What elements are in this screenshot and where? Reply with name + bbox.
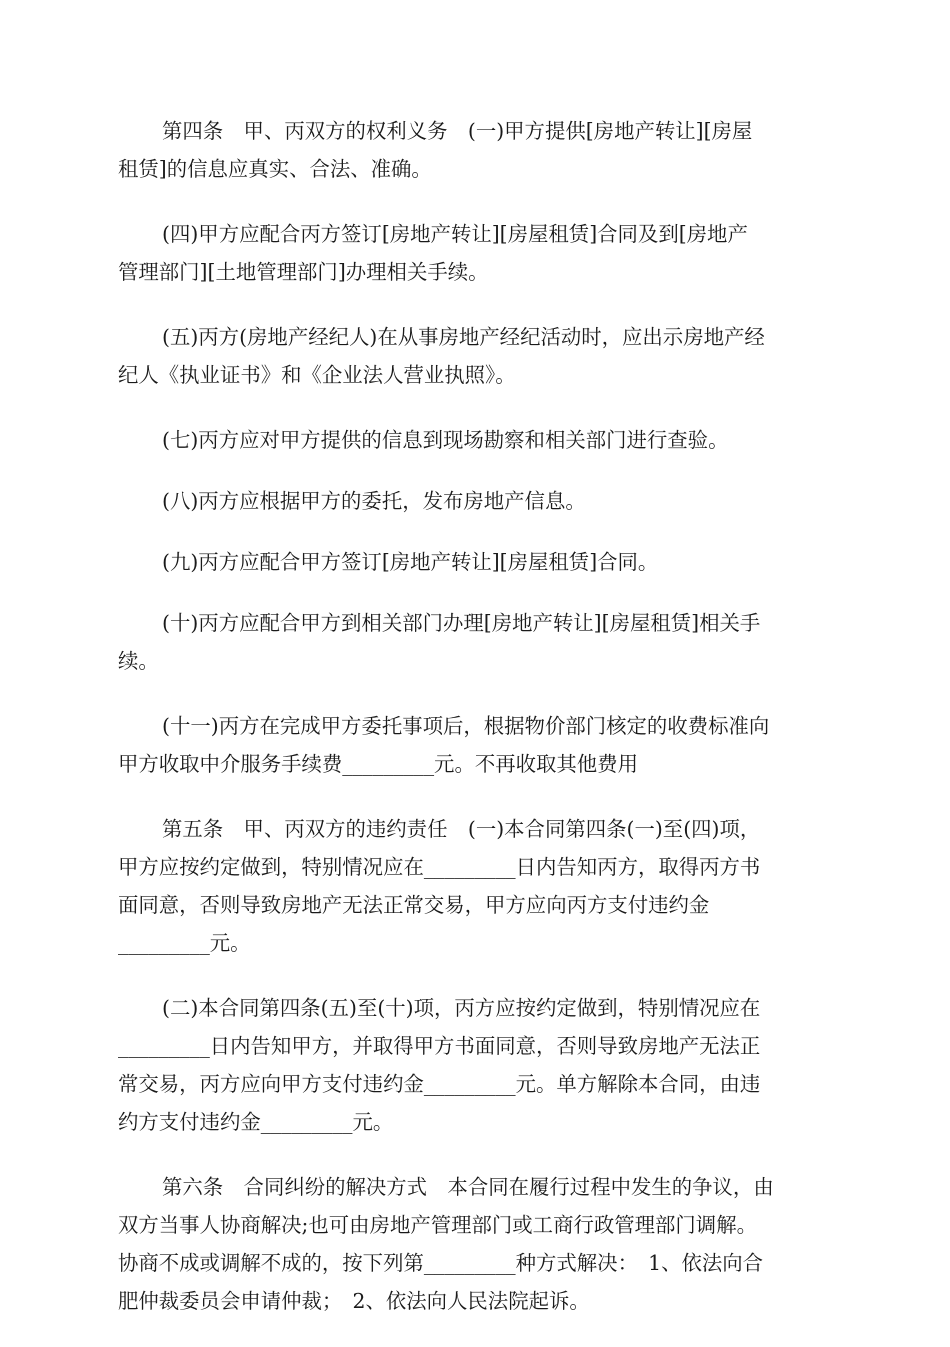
paragraph-line: 约方支付违约金_________元。 bbox=[118, 1110, 394, 1134]
paragraph-line: 双方当事人协商解决;也可由房地产管理部门或工商行政管理部门调解。 bbox=[118, 1213, 757, 1237]
paragraph-line: (四)甲方应配合丙方签订[房地产转让][房屋租赁]合同及到[房地产 bbox=[162, 222, 748, 246]
paragraph-line: 第四条 甲、丙双方的权利义务 (一)甲方提供[房地产转让][房屋 bbox=[162, 119, 753, 143]
paragraph-line: 纪人《执业证书》和《企业法人营业执照》。 bbox=[118, 363, 516, 387]
contract-paragraph-p6 bbox=[118, 543, 834, 581]
contract-paragraph-p9 bbox=[118, 810, 834, 962]
paragraph-line: 协商不成或调解不成的，按下列第_________种方式解决： 1、依法向合 bbox=[118, 1251, 764, 1275]
paragraph-line: 租赁]的信息应真实、合法、准确。 bbox=[118, 157, 432, 181]
paragraph-line: (七)丙方应对甲方提供的信息到现场勘察和相关部门进行查验。 bbox=[162, 428, 729, 452]
paragraph-line: 肥仲裁委员会申请仲裁； 2、依法向人民法院起诉。 bbox=[118, 1289, 590, 1313]
contract-paragraph-p2 bbox=[118, 215, 834, 291]
contract-page bbox=[118, 112, 834, 1347]
paragraph-line: 常交易，丙方应向甲方支付违约金_________元。单方解除本合同，由违 bbox=[118, 1072, 761, 1096]
paragraph-line: 续。 bbox=[118, 649, 159, 673]
paragraph-line: _________元。 bbox=[118, 931, 251, 955]
paragraph-line: (九)丙方应配合甲方签订[房地产转让][房屋租赁]合同。 bbox=[162, 550, 659, 574]
contract-paragraph-p3 bbox=[118, 318, 834, 394]
contract-body bbox=[118, 112, 834, 1320]
paragraph-line: _________日内告知甲方，并取得甲方书面同意，否则导致房地产无法正 bbox=[118, 1034, 761, 1058]
paragraph-line: (八)丙方应根据甲方的委托，发布房地产信息。 bbox=[162, 489, 586, 513]
paragraph-line: 管理部门][土地管理部门]办理相关手续。 bbox=[118, 260, 489, 284]
paragraph-line: (十一)丙方在完成甲方委托事项后，根据物价部门核定的收费标准向 bbox=[162, 714, 770, 738]
paragraph-line: 第六条 合同纠纷的解决方式 本合同在履行过程中发生的争议，由 bbox=[162, 1175, 774, 1199]
paragraph-line: 面同意，否则导致房地产无法正常交易，甲方应向丙方支付违约金 bbox=[118, 893, 710, 917]
paragraph-line: 甲方收取中介服务手续费_________元。不再收取其他费用 bbox=[118, 752, 638, 776]
contract-paragraph-p10 bbox=[118, 989, 834, 1141]
contract-paragraph-p8 bbox=[118, 707, 834, 783]
paragraph-line: 甲方应按约定做到，特别情况应在_________日内告知丙方，取得丙方书 bbox=[118, 855, 761, 879]
paragraph-line: (五)丙方(房地产经纪人)在从事房地产经纪活动时，应出示房地产经 bbox=[162, 325, 765, 349]
contract-paragraph-p11 bbox=[118, 1168, 834, 1320]
paragraph-line: 第五条 甲、丙双方的违约责任 (一)本合同第四条(一)至(四)项， bbox=[162, 817, 761, 841]
contract-paragraph-p1 bbox=[118, 112, 834, 188]
paragraph-line: (二)本合同第四条(五)至(十)项，丙方应按约定做到，特别情况应在 bbox=[162, 996, 761, 1020]
contract-paragraph-p7 bbox=[118, 604, 834, 680]
paragraph-line: (十)丙方应配合甲方到相关部门办理[房地产转让][房屋租赁]相关手 bbox=[162, 611, 761, 635]
contract-paragraph-p5 bbox=[118, 482, 834, 520]
contract-paragraph-p4 bbox=[118, 421, 834, 459]
